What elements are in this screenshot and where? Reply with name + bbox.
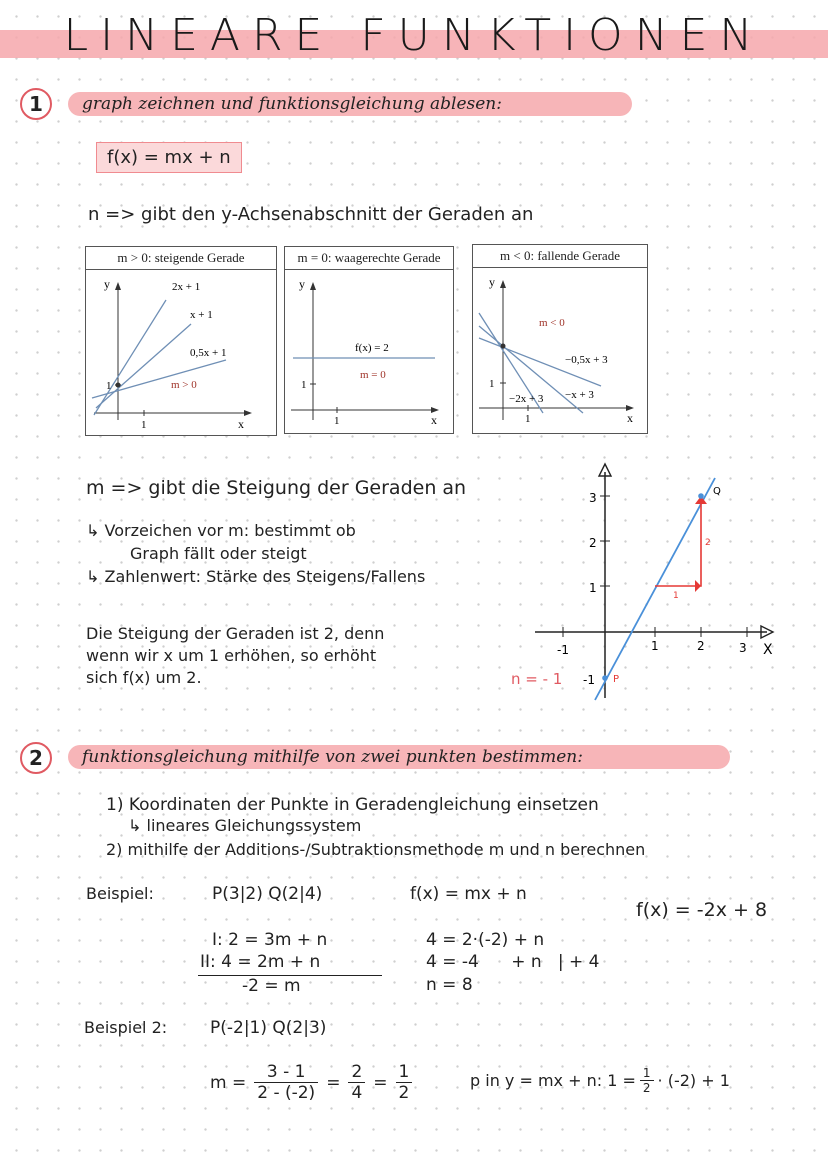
n-note: n => gibt den y-Achsenabschnitt der Geraden an bbox=[88, 204, 534, 225]
graph-title: m < 0: fallende Gerade bbox=[473, 245, 647, 268]
slope-sketch bbox=[505, 460, 805, 710]
graph-decreasing-plot bbox=[473, 268, 647, 433]
explain-line-3: sich f(x) um 2. bbox=[86, 668, 202, 687]
fraction-1-denominator: 2 - (-2) bbox=[257, 1083, 316, 1103]
fraction-1-numerator: 3 - 1 bbox=[254, 1062, 318, 1083]
slope-label: m = 0 bbox=[360, 369, 386, 381]
fraction-1 bbox=[254, 1062, 318, 1103]
example-2-points: P(-2|1) Q(2|3) bbox=[210, 1018, 327, 1038]
point-p-label: P bbox=[613, 674, 620, 685]
fraction-3-denominator: 2 bbox=[398, 1083, 410, 1103]
tick-x-1: 1 bbox=[141, 419, 147, 431]
line-label-2x3: −2x + 3 bbox=[509, 393, 544, 405]
fraction-3 bbox=[396, 1062, 413, 1103]
example-1-points: P(3|2) Q(2|4) bbox=[212, 884, 323, 904]
explain-line-1: Die Steigung der Geraden ist 2, denn bbox=[86, 624, 385, 643]
equation-1: I: 2 = 3m + n bbox=[212, 930, 328, 950]
step-1: 1) Koordinaten der Punkte in Geradengleichung einsetzen bbox=[106, 795, 599, 815]
y-axis-label: y bbox=[299, 277, 305, 291]
fraction-2-numerator: 2 bbox=[348, 1062, 365, 1083]
fraction-2 bbox=[348, 1062, 365, 1103]
slope-label: m < 0 bbox=[539, 317, 565, 329]
graph-horizontal-plot bbox=[285, 270, 453, 433]
step-2: 2) mithilfe der Additions-/Subtraktionsmethode m und n berechnen bbox=[106, 840, 646, 859]
m-note: m => gibt die Steigung der Geraden an bbox=[86, 477, 467, 499]
formula-box: f(x) = mx + n bbox=[96, 142, 242, 173]
line-label-f2: f(x) = 2 bbox=[355, 342, 389, 354]
x-axis-label: x bbox=[238, 417, 244, 431]
sketch-tick-y-3: 3 bbox=[589, 491, 597, 505]
point-q-label: Q bbox=[713, 486, 721, 497]
section-heading-2: funktionsgleichung mithilfe von zwei punkten bestimmen: bbox=[68, 745, 730, 769]
example-2-label: Beispiel 2: bbox=[84, 1018, 168, 1037]
y-axis-label: y bbox=[489, 275, 495, 289]
example-1-model: f(x) = mx + n bbox=[410, 884, 527, 904]
sketch-tick-y-neg1: -1 bbox=[583, 673, 595, 687]
fraction-4-denominator: 2 bbox=[642, 1081, 651, 1095]
substitution-1: 4 = 2·(-2) + n bbox=[426, 930, 545, 950]
example-1-result: f(x) = -2x + 8 bbox=[636, 899, 768, 921]
line-label-05x3: −0,5x + 3 bbox=[565, 354, 608, 366]
line-label-2x1: 2x + 1 bbox=[172, 281, 201, 293]
tick-y-1: 1 bbox=[106, 380, 112, 392]
slope-calculation bbox=[210, 1062, 412, 1103]
graph-increasing bbox=[85, 246, 277, 436]
equation-2: II: 4 = 2m + n bbox=[200, 952, 321, 972]
p-in-rest: · (-2) + 1 bbox=[657, 1071, 730, 1090]
section-number-1: 1 bbox=[20, 88, 52, 120]
sketch-tick-x-3: 3 bbox=[739, 641, 747, 655]
line-label-x3: −x + 3 bbox=[565, 389, 594, 401]
tick-x-1: 1 bbox=[525, 413, 531, 425]
title-text: LINEARE FUNKTIONEN bbox=[63, 10, 765, 61]
y-axis-label: y bbox=[104, 277, 110, 291]
graph-decreasing bbox=[472, 244, 648, 434]
slope-label: m > 0 bbox=[171, 379, 197, 391]
step-rise-label: 2 bbox=[705, 538, 711, 548]
equals-sign: = bbox=[373, 1072, 388, 1093]
example-1-label: Beispiel: bbox=[86, 884, 154, 903]
graph-horizontal bbox=[284, 246, 454, 434]
explain-line-2: wenn wir x um 1 erhöhen, so erhöht bbox=[86, 646, 377, 665]
tick-y-1: 1 bbox=[301, 379, 307, 391]
bullet-sign: ↳ Vorzeichen vor m: bestimmt ob bbox=[86, 521, 356, 540]
step-run-label: 1 bbox=[673, 591, 679, 601]
point-substitution bbox=[470, 1066, 730, 1095]
x-axis-label: x bbox=[627, 411, 633, 425]
fraction-2-denominator: 4 bbox=[351, 1083, 363, 1103]
sketch-tick-x-neg1: -1 bbox=[557, 643, 569, 657]
difference-result: -2 = m bbox=[242, 976, 301, 996]
graph-title: m > 0: steigende Gerade bbox=[86, 247, 276, 270]
x-axis-label: x bbox=[431, 413, 437, 427]
line-label-05x1: 0,5x + 1 bbox=[190, 347, 227, 359]
sketch-tick-y-1: 1 bbox=[589, 581, 597, 595]
p-in-text: p in y = mx + n: 1 = bbox=[470, 1071, 636, 1090]
page-title bbox=[0, 8, 828, 64]
bullet-value: ↳ Zahlenwert: Stärke des Steigens/Fallens bbox=[86, 567, 426, 586]
tick-y-1: 1 bbox=[489, 378, 495, 390]
sketch-tick-y-2: 2 bbox=[589, 536, 597, 550]
sketch-x-label: X bbox=[763, 642, 773, 658]
substitution-2: 4 = -4 + n | + 4 bbox=[426, 952, 600, 972]
fraction-4-numerator: 1 bbox=[640, 1066, 654, 1081]
equals-sign: = bbox=[326, 1072, 341, 1093]
graph-increasing-plot bbox=[86, 270, 276, 435]
sketch-tick-x-2: 2 bbox=[697, 639, 705, 653]
graph-title: m = 0: waagerechte Gerade bbox=[285, 247, 453, 270]
n-value-label: n = - 1 bbox=[511, 670, 563, 688]
section-number-2: 2 bbox=[20, 742, 52, 774]
substitution-3: n = 8 bbox=[426, 975, 473, 995]
section-heading-1: graph zeichnen und funktionsgleichung ablesen: bbox=[68, 92, 632, 116]
m-label: m = bbox=[210, 1072, 247, 1093]
step-1-sub: ↳ lineares Gleichungssystem bbox=[128, 816, 362, 835]
tick-x-1: 1 bbox=[334, 415, 340, 427]
fraction-3-numerator: 1 bbox=[396, 1062, 413, 1083]
sketch-tick-x-1: 1 bbox=[651, 639, 659, 653]
line-label-x1: x + 1 bbox=[190, 309, 213, 321]
fraction-4 bbox=[640, 1066, 654, 1095]
bullet-sign-cont: Graph fällt oder steigt bbox=[130, 544, 307, 563]
